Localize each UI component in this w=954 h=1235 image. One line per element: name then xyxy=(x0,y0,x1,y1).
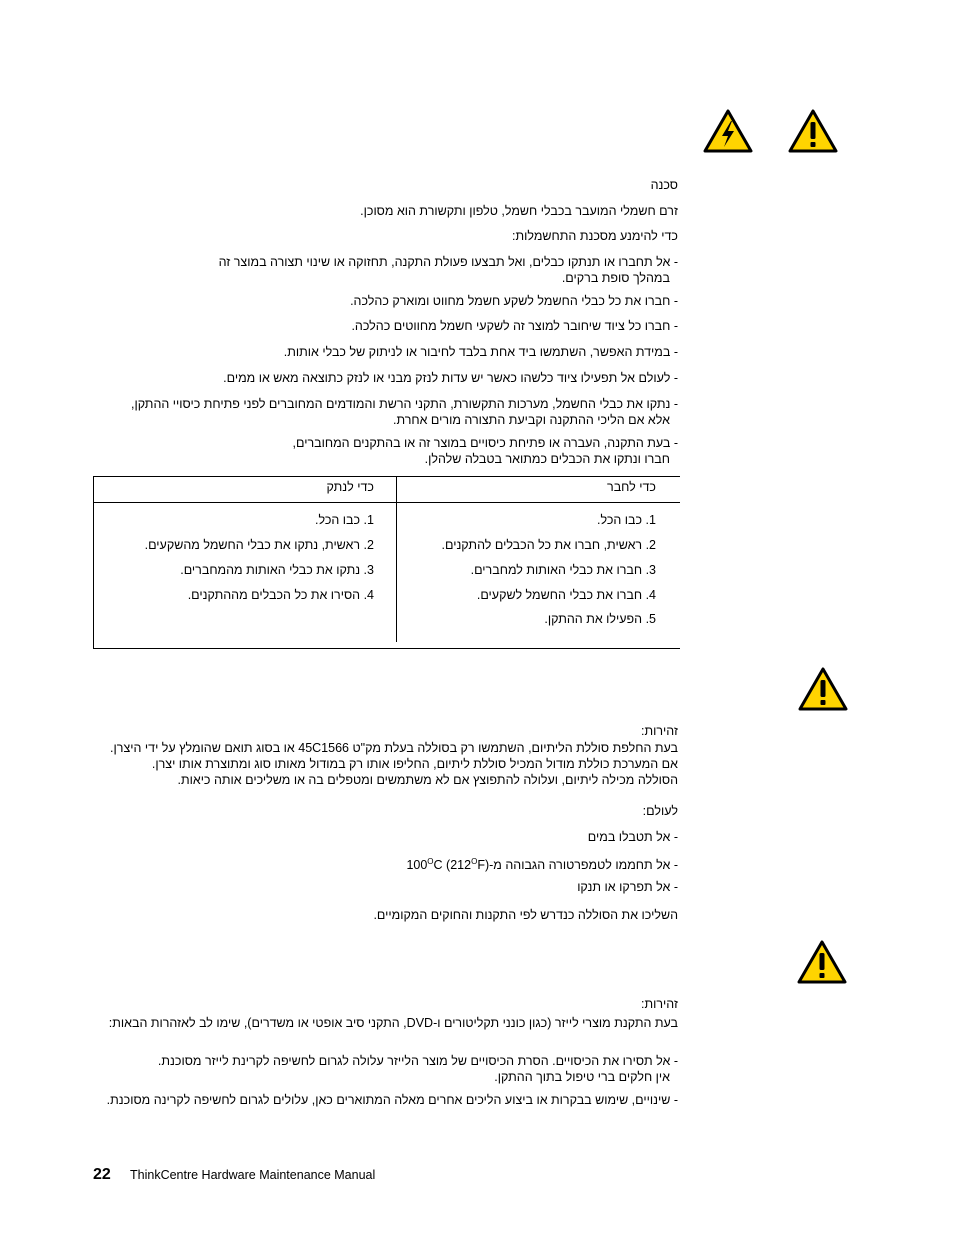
battery-item-3: - אל תפרקו או תנקו xyxy=(577,880,678,894)
table-top-border xyxy=(93,476,680,477)
danger-item-1-line-1: - אל תחברו או תנתקו כבלים, ואל תבצעו פעולת התקנה, תחזוקה או שינוי תצורה במוצר זה xyxy=(218,255,678,269)
battery-item-1: - אל תטבלו במים xyxy=(587,830,678,844)
danger-item-4: - במידת האפשר, השתמשו ביד אחת בלבד לחיבור או לניתוק של כבלי אותות. xyxy=(283,345,678,359)
page-number: 22 xyxy=(93,1166,111,1183)
battery-item-2-text: - אל תחממו לטמפרטורה הגבוהה מ- xyxy=(489,858,678,873)
battery-caution-title: זהירות: xyxy=(641,724,678,738)
danger-item-6-line-2: אלא אם הליכי ההתקנה וקביעת התצורה מורים אחרת. xyxy=(392,413,670,427)
danger-item-7-line-2: חברו ונתקו את הכבלים כמתואר בטבלה שלהלן. xyxy=(424,452,670,466)
disconnect-step-3: 3. נתקו את כבלי האותות מהמחברים. xyxy=(180,563,374,577)
manual-title: ThinkCentre Hardware Maintenance Manual xyxy=(130,1168,376,1182)
battery-dispose: השליכו את הסוללה כנדרש לפי התקנות והחוקים המקומיים. xyxy=(373,908,678,922)
danger-item-1-line-2: במהלך סופת ברקים. xyxy=(561,271,670,285)
caution-icon xyxy=(798,667,848,711)
table-column-divider xyxy=(396,476,397,642)
battery-para-line-3: הסוללה מכילה ליתיום, ועלולה להתפוצץ אם לא משתמשים ומטפלים בה או משליכים אותה כיאות. xyxy=(177,773,678,787)
danger-title: סכנה xyxy=(650,178,678,192)
danger-item-3: - חברו כל ציוד שיחובר למוצר זה לשקעי חשמל מחווטים כהלכה. xyxy=(351,319,678,333)
connect-step-5: 5. הפעילו את ההתקן. xyxy=(544,612,656,626)
laser-item-1-line-1: - אל תסירו את הכיסויים. הסרת הכיסויים של מוצר הלייזר עלולה לגרום לחשיפה לקרינת לייזר מסוכנת. xyxy=(157,1054,678,1068)
battery-never-label: לעולם: xyxy=(642,804,678,818)
temp-fahrenheit: $(212^OF)$ xyxy=(446,857,490,873)
disconnect-step-2: 2. ראשית, נתקו את כבלי החשמל מהשקעים. xyxy=(144,538,374,552)
table-header-border xyxy=(93,502,680,503)
temp-celsius: $100^OC$ xyxy=(406,857,443,873)
table-left-border xyxy=(93,476,94,649)
disconnect-step-1: 1. כבו הכל. xyxy=(315,513,374,527)
danger-item-2: - חברו את כל כבלי החשמל לשקע חשמל מחווט ומוארק כהלכה. xyxy=(350,294,678,308)
battery-item-2 xyxy=(406,854,678,873)
electrical-hazard-icon xyxy=(703,109,753,153)
connect-step-4: 4. חברו את כבלי החשמל לשקעים. xyxy=(476,588,656,602)
connect-step-1: 1. כבו הכל. xyxy=(597,513,656,527)
laser-intro: בעת התקנת מוצרי לייזר (כגון כונני תקליטורים ו-DVD, התקני סיב אופטי או משדרים), שימו לב לאזהרות הבאות: xyxy=(108,1016,678,1030)
danger-item-5: - לעולם אל תפעילו ציוד כלשהו כאשר יש עדות לנזק מבני או לנזק כתוצאה מאש או ממים. xyxy=(223,371,678,385)
connect-step-3: 3. חברו את כבלי האותות למחברים. xyxy=(470,563,656,577)
danger-intro: זרם חשמלי המועבר בכבלי חשמל, טלפון ותקשורת הוא מסוכן. xyxy=(360,204,678,218)
battery-para-line-1: בעת החלפת סוללת הליתיום, השתמשו רק בסוללה בעלת מק"ט 45C1566 או בסוג תואם שהומלץ על ידי היצרן. xyxy=(110,741,678,755)
battery-para-line-2: אם המערכת כוללת מודול המכיל סוללת ליתיום, החליפו אותו רק במודול מאותו סוג ומתוצרת אותו יצרן. xyxy=(151,757,678,771)
danger-lead: כדי להימנע מסכנת התחשמלות: xyxy=(511,229,678,243)
table-header-disconnect: כדי לנתק xyxy=(326,480,374,494)
danger-item-6-line-1: - נתקו את כבלי החשמל, מערכות התקשורת, התקני הרשת והמודמים המחוברים לפני פתיחת כיסויי ההתקן, xyxy=(130,397,678,411)
table-bottom-border xyxy=(93,648,680,649)
danger-item-7-line-1: - בעת התקנה, העברה או פתיחת כיסויים במוצר זה או בהתקנים המחוברים, xyxy=(292,436,678,450)
table-header-connect: כדי לחבר xyxy=(607,480,656,494)
disconnect-step-4: 4. הסירו את כל הכבלים מההתקנים. xyxy=(187,588,374,602)
laser-item-2: - שינויים, שימוש בבקרות או ביצוע הליכים אחרים מאלה המתוארים כאן, עלולים לגרום לחשיפה לקרינה מסוכנת. xyxy=(106,1093,678,1107)
caution-icon xyxy=(797,940,847,984)
connect-step-2: 2. ראשית, חברו את כל הכבלים להתקנים. xyxy=(441,538,656,552)
laser-item-1-line-2: אין חלקים ברי טיפול בתוך ההתקן. xyxy=(494,1070,670,1084)
laser-caution-title: זהירות: xyxy=(641,997,678,1011)
caution-icon xyxy=(788,109,838,153)
